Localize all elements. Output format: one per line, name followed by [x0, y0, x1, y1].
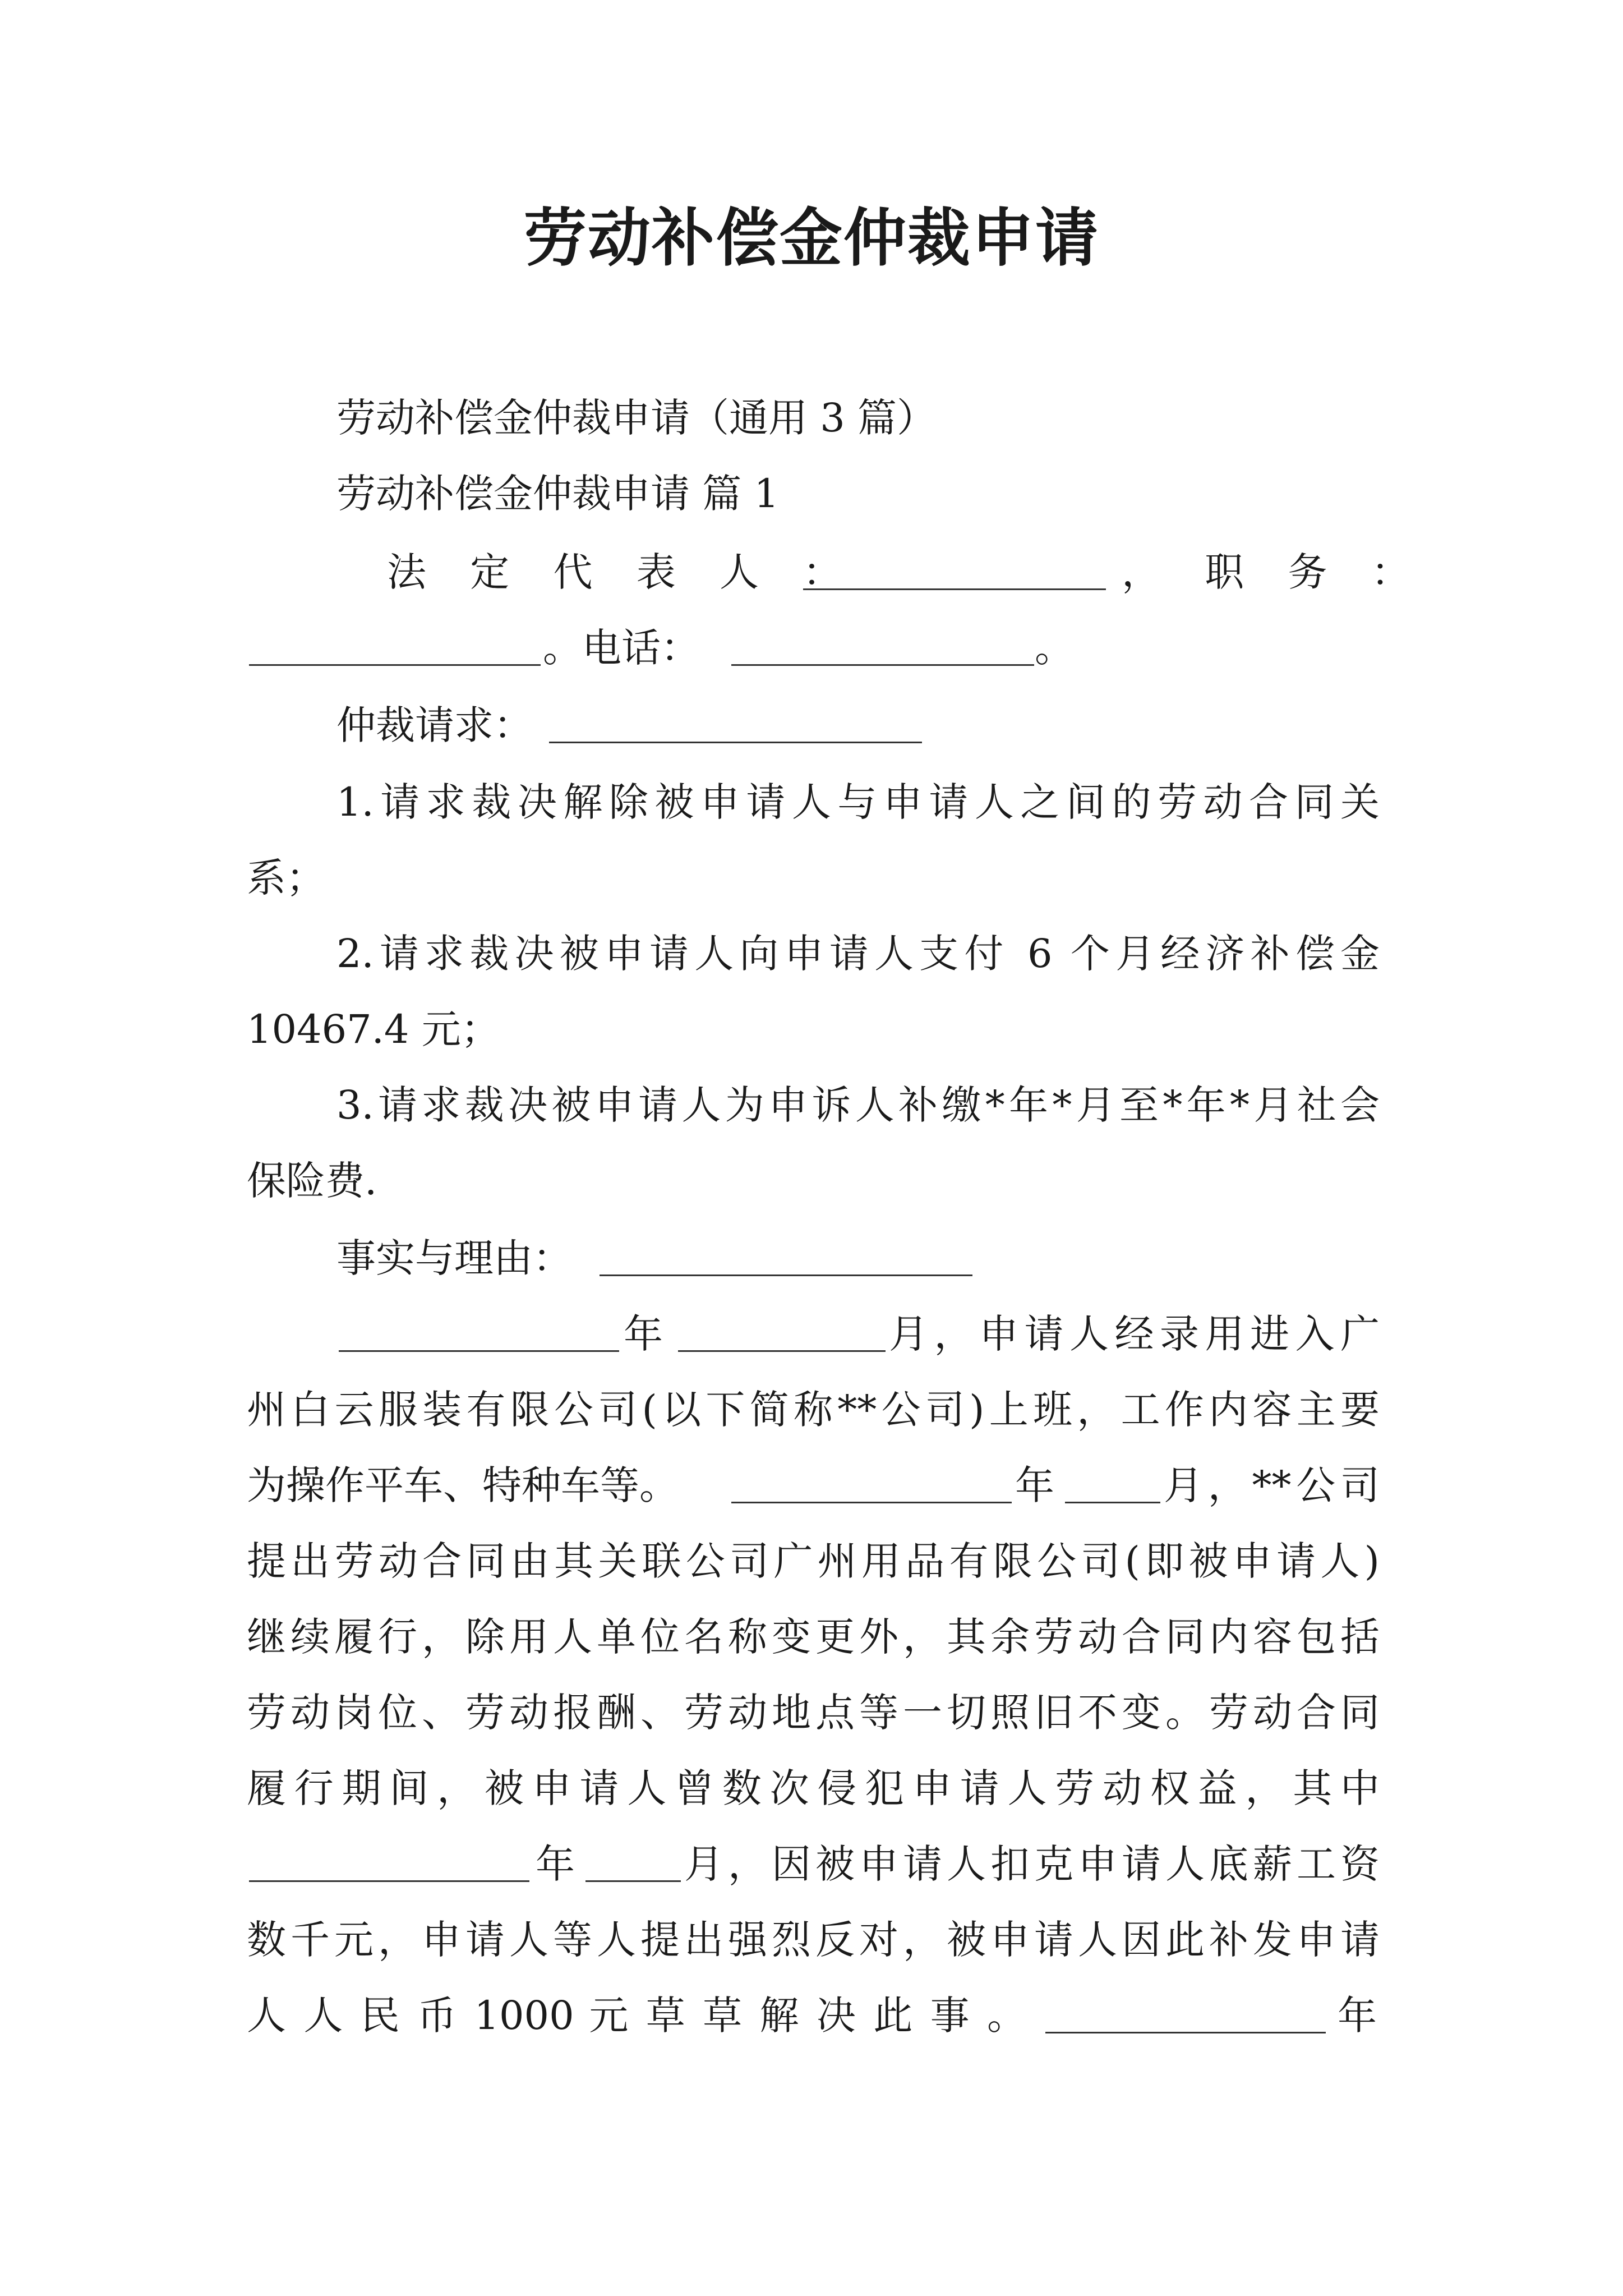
paragraph-line [336, 700, 533, 751]
month-blank [585, 1843, 681, 1882]
subtitle-text: 劳动补偿金仲裁申请（通用 3 篇） [336, 395, 937, 441]
phone-blank [731, 627, 1034, 666]
year-text: 年 [624, 1311, 663, 1357]
paragraph-line [387, 547, 857, 597]
paragraph-line [1035, 623, 1074, 673]
paragraph-line [336, 1080, 1380, 1130]
year-blank [249, 1843, 529, 1882]
paragraph-line [336, 468, 779, 519]
fact-text: 州白云服装有限公司(以下简称**公司)上班，工作内容主要 [247, 1387, 1380, 1433]
paragraph-line [624, 1309, 663, 1359]
paragraph-line [247, 1915, 1380, 1965]
period-text: 。 [1035, 625, 1074, 671]
section-heading: 劳动补偿金仲裁申请 篇 1 [336, 471, 780, 517]
paragraph-line [247, 853, 325, 903]
position-blank [249, 627, 541, 666]
fact-text: 继续履行，除用人单位名称变更外，其余劳动合同内容包括 [247, 1614, 1380, 1660]
position-label: ， 职 务 ： [1122, 549, 1426, 595]
paragraph-line [543, 623, 700, 673]
arbitration-request-blank [549, 705, 922, 743]
paragraph-line [1015, 1460, 1054, 1511]
paragraph-line [1338, 1990, 1377, 2041]
paragraph-line [247, 1460, 679, 1511]
paragraph-line [247, 1384, 1380, 1435]
paragraph-line [536, 1839, 575, 1889]
paragraph-line [336, 777, 1380, 827]
paragraph-line [247, 1763, 1380, 1814]
facts-reasons-blank [600, 1237, 972, 1276]
fact-text: 月，**公司 [1164, 1462, 1380, 1508]
request-item-1: 1.请求裁决解除被申请人与申请人之间的劳动合同关 [336, 779, 1380, 825]
month-blank [1065, 1465, 1160, 1503]
paragraph-line [684, 1839, 1380, 1889]
facts-reasons-label: 事实与理由： [336, 1235, 572, 1281]
year-text: 年 [536, 1841, 575, 1887]
fact-text: 为操作平车、特种车等。 [247, 1462, 679, 1508]
paragraph-line [1122, 547, 1426, 597]
document-title: 劳动补偿金仲裁申请 [524, 201, 1099, 275]
year-text: 年 [1015, 1462, 1054, 1508]
request-item-2-cont: 10467.4 元； [247, 1006, 500, 1052]
fact-text: 提出劳动合同由其关联公司广州用品有限公司(即被申请人) [247, 1538, 1380, 1584]
fact-text: 数千元，申请人等人提出强烈反对，被申请人因此补发申请 [247, 1917, 1380, 1963]
paragraph-line [336, 928, 1380, 979]
paragraph-line [247, 1156, 377, 1206]
fact-text: 劳动岗位、劳动报酬、劳动地点等一切照旧不变。劳动合同 [247, 1690, 1380, 1736]
year-text: 年 [1338, 1993, 1377, 2039]
request-item-3: 3.请求裁决被申请人为申诉人补缴*年*月至*年*月社会 [336, 1082, 1380, 1128]
phone-label: 。电话： [543, 625, 700, 671]
year-blank [1045, 1995, 1326, 2033]
year-blank [339, 1313, 619, 1352]
legal-representative-label: 法 定 代 表 人 ： [387, 549, 858, 595]
paragraph-line [336, 393, 936, 443]
fact-text: 月，申请人经录用进入广 [889, 1311, 1380, 1357]
paragraph-line [889, 1309, 1380, 1359]
request-item-2: 2.请求裁决被申请人向申请人支付 6 个月经济补偿金 [336, 931, 1380, 977]
year-blank [731, 1465, 1012, 1503]
paragraph-line [247, 1687, 1380, 1738]
month-blank [678, 1313, 886, 1352]
fact-text: 人 人 民 币 1000 元 草 草 解 决 此 事 。 [247, 1993, 1026, 2039]
paragraph-line [247, 1612, 1380, 1662]
fact-text: 履行期间，被申请人曾数次侵犯申请人劳动权益，其中 [247, 1765, 1380, 1811]
paragraph-line [1164, 1460, 1380, 1511]
paragraph-line [336, 1233, 572, 1283]
legal-representative-blank [803, 551, 1106, 590]
request-item-1-cont: 系； [247, 855, 325, 901]
paragraph-line [247, 1004, 500, 1055]
arbitration-request-label: 仲裁请求： [336, 702, 533, 748]
request-item-3-cont: 保险费. [247, 1158, 377, 1204]
paragraph-line [247, 1990, 1026, 2041]
paragraph-line [247, 1536, 1380, 1586]
fact-text: 月，因被申请人扣克申请人底薪工资 [684, 1841, 1380, 1887]
